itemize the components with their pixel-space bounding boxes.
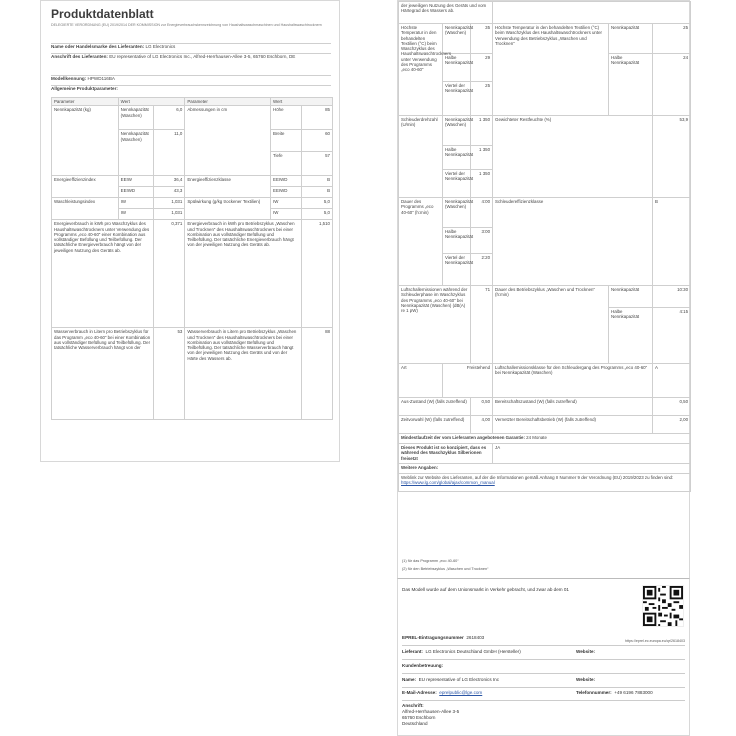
silver-label-cell (399, 444, 493, 464)
footnote-1: (1) für das Programm „eco 40-60“ (402, 559, 459, 563)
silver-value: JA (493, 444, 691, 464)
cell: Schleudereffizienzklasse (493, 198, 653, 286)
cell: 0,50 (471, 398, 493, 416)
table-row (399, 116, 691, 146)
telefon-row (576, 690, 685, 696)
info-label-cell (399, 464, 691, 474)
cell: 6,0 (154, 106, 185, 130)
cell: Höhe (271, 106, 302, 130)
name-label: Name: (402, 677, 417, 682)
footnote-2: (2) für den Betriebszyklus „Waschen und Trocknen“ (402, 567, 489, 571)
lieferant-value: LG Electronics Deutschland GmbH (Hersteller) (425, 649, 521, 654)
telefon-label: Telefonnummer: (576, 690, 612, 695)
name-row (402, 677, 569, 683)
cell: A (653, 364, 691, 398)
email-label: E-Mail-Adresse: (402, 690, 437, 695)
table-header-row (52, 98, 333, 106)
cell: 57 (301, 152, 332, 176)
table-row (399, 416, 691, 434)
divider (402, 659, 685, 660)
table-row (399, 2, 691, 24)
cell: 4,00 (471, 416, 493, 434)
cell: der jeweiligen Nutzung des Geräts und vom Härtegrad des Wassers ab. (399, 2, 493, 24)
cell: 29 (471, 54, 493, 82)
divider (402, 645, 685, 646)
info-label: Weitere Angaben: (401, 465, 439, 470)
name-value: EU representative of LG Electronics Inc (418, 677, 500, 682)
cell: Dauer des Betriebszyklus „Waschen und Trocknen“ (h:min) (493, 286, 609, 364)
cell: Abmessungen in cm (185, 106, 271, 176)
supplier-name-label: Name oder Handelsmarke des Lieferanten: (51, 44, 145, 49)
cell: 25 (471, 82, 493, 116)
table-row (399, 286, 691, 308)
supplier-address-value: EU representative of LG Electronics Inc., Alfred-Herrhausen-Allee 3-5, 65760 Eschborn, DE (109, 54, 296, 59)
cell: 11,0 (154, 130, 185, 176)
cell: 1,031 (154, 198, 185, 209)
divider (402, 673, 685, 674)
anschrift-line-1: Alfred-Herrhausen-Allee 3-5 (402, 709, 460, 714)
cell: 2:20 (471, 254, 493, 286)
cell: Nennkapazität (609, 24, 653, 54)
cell: 25 (653, 24, 691, 54)
model-label: Modellkennung: (51, 76, 87, 81)
header-parameter: Parameter (52, 98, 119, 106)
table-row (52, 220, 333, 328)
cell: Höchste Temperatur in den behandelten Textilien (°C) beim Waschzyklus des Haushaltswaschtrockners unter Verwendung des Betriebszyklus „Waschen und Trocknen“ (493, 24, 609, 116)
cell: 53 (154, 328, 185, 420)
anschrift-line-3: Deutschland (402, 721, 428, 726)
cell: 4:00 (471, 198, 493, 228)
telefon-value: +49 6196 7883000 (614, 690, 653, 695)
table-row (399, 398, 691, 416)
cell: Schleuderdrehzahl (U/min) (399, 116, 443, 198)
cell: 85 (301, 106, 332, 130)
divider (402, 700, 685, 701)
product-datasheet-page-2 (397, 0, 690, 580)
cell: Halbe Nennkapazität (609, 54, 653, 116)
supplier-name-row (51, 43, 331, 50)
website2-row (576, 677, 685, 683)
table-row (399, 474, 691, 492)
cell: IW (271, 209, 302, 220)
kundenbetreuung-label: Kundenbetreuung: (402, 663, 444, 668)
cell: Höchste Temperatur in den behandelten Textilien (°C) beim Waschzyklus des Haushaltswaschtrockners unter Verwendung des Programms „eco 40-60“ (399, 24, 443, 116)
warranty-label: Mindestlaufzeit der vom Lieferanten angebotenen Garantie: (401, 435, 525, 440)
cell: 5,0 (301, 209, 332, 220)
cell: Aus-Zustand (W) (falls zutreffend) (399, 398, 471, 416)
header-wert: Wert (118, 98, 185, 106)
cell: Dauer des Programms „eco 40-60“ (h:min) (399, 198, 443, 286)
supplier-address-row (51, 53, 331, 73)
cell: 24 (653, 54, 691, 116)
info-text: Weblink zur Website des Lieferanten, auf der die Informationen gemäß Anhang II Nummer 9 der Verordnung (EU) 2019/2023 zu finden sind: (401, 475, 674, 480)
table-row (52, 328, 333, 420)
cell: 10:30 (653, 286, 691, 308)
table-row (399, 444, 691, 464)
cell: Wasserverbrauch in Litern pro Betriebszyklus „Waschen und Trocknen“ des Haushaltswaschtrockners bei einer Kombination aus vollständiger Befüllung und Teilbefüllung. Der tatsächliche Wasserverbrauch hängt von der jeweiligen Nutzung des Geräts und von der Härte des Wassers ab. (185, 328, 302, 420)
cell: 1 350 (471, 146, 493, 170)
qr-url[interactable]: https://eprel.ec.europa.eu/qr/2618403 (625, 639, 685, 643)
cell: Energieeffizienzklasse (185, 176, 271, 198)
cell: 1 350 (471, 170, 493, 198)
website-row (576, 649, 685, 655)
cell: 0,371 (154, 220, 185, 328)
cell: Luftschallemissionen während der Schleuderphase im Waschzyklus des Programms „eco 40-60“ bei Nennkapazität (Waschen) (dB(A) re 1 pW) (399, 286, 471, 364)
email-link[interactable]: eprelpublic@lge.com (439, 690, 483, 695)
cell: Halbe Nennkapazität (443, 228, 471, 254)
cell (493, 2, 691, 24)
cell: Viertel der Nennkapazität (443, 82, 471, 116)
eprel-value: 2618403 (466, 635, 485, 640)
cell: 88 (301, 328, 332, 420)
model-value: HPWD116BA (87, 76, 115, 81)
eprel-label: EPREL-Eintragungsnummer (402, 635, 464, 640)
eprel-info-section (397, 578, 690, 736)
silver-label: Dieses Produkt ist so konzipiert, dass es während des Waschzyklus Silberionen freisetzt (401, 445, 487, 461)
manual-link[interactable]: https://www.lg.com/global/ajax/common_manual (401, 480, 495, 486)
cell: EEIWD (118, 187, 154, 198)
warranty-value: 24 Monate (526, 435, 547, 440)
cell: Nennkapazität (Waschen) (443, 24, 471, 54)
cell: Freistehend (443, 364, 493, 398)
eprel-row (402, 635, 619, 641)
cell: IW (118, 209, 154, 220)
cell: B (653, 198, 691, 286)
cell: Energieeffizienzindex (52, 176, 119, 198)
kundenbetreuung-row (402, 663, 685, 669)
cell: EEIW (118, 176, 154, 187)
cell: Vernetzter Bereitschaftsbetrieb (W) (falls zutreffend) (493, 416, 653, 434)
header-wert-2: Wert (271, 98, 333, 106)
website-label: Website: (576, 649, 596, 654)
supplier-address-label: Anschrift des Lieferanten: (51, 54, 108, 59)
cell: 35 (471, 24, 493, 54)
cell: Waschleistungsindex (52, 198, 119, 220)
header-parameter-2: Parameter (185, 98, 271, 106)
regulation-text: DELEGIERTE VERORDNUNG (EU) 2019/2014 DER KOMMISSION zur Energieverbrauchskennzeichnung von Haushaltswaschmaschinen und Haushaltswaschtrocknern (51, 23, 322, 27)
table-row (52, 176, 333, 187)
cell: 43,3 (154, 187, 185, 198)
cell: EEIWD (271, 187, 302, 198)
cell: Halbe Nennkapazität (443, 146, 471, 170)
cell: 60 (301, 130, 332, 152)
cell: Nennkapazität (609, 286, 653, 308)
general-params-table (51, 97, 333, 420)
table-row (399, 364, 691, 398)
cell: Zeitvorwahl (W) (falls zutreffend) (399, 416, 471, 434)
cell: 0,50 (653, 398, 691, 416)
anschrift-label: Anschrift: (402, 703, 424, 708)
table-row (399, 434, 691, 444)
cell: B (301, 176, 332, 187)
info-cell (399, 474, 691, 492)
cell: 1,510 (301, 220, 332, 328)
cell: Viertel der Nennkapazität (443, 254, 471, 286)
cell: IW (271, 198, 302, 209)
anschrift-line-2: 65760 Eschborn (402, 715, 436, 720)
cell: Nennkapazität (Waschen) (118, 130, 154, 176)
table-row (399, 198, 691, 228)
cell: Energieverbrauch in kWh pro Betriebszyklus „Waschen und Trocknen“ des Haushaltswaschtrockners bei einer Kombination aus vollständiger Befüllung und Teilbefüllung. Der tatsächliche Energieverbrauch hängt von der jeweiligen Nutzung des Geräts ab. (185, 220, 302, 328)
anschrift-row (402, 703, 685, 727)
lieferant-label: Lieferant: (402, 649, 423, 654)
cell: EEIWD (271, 176, 302, 187)
cell: Bereitschaftszustand (W) (falls zutreffend) (493, 398, 653, 416)
cell: 1,031 (154, 209, 185, 220)
cell: Nennkapazität (Waschen) (443, 198, 471, 228)
cell: Viertel der Nennkapazität (443, 170, 471, 198)
cell: Nennkapazität (Waschen) (443, 116, 471, 146)
product-datasheet-page-1 (40, 0, 340, 462)
continued-params-table (398, 1, 691, 492)
cell: Wasserverbrauch in Litern pro Betriebszyklus für das Programm „eco 40-60“ bei einer Kombination aus vollständiger Befüllung und Teilbefüllung. Der tatsächliche Wasserverbrauch hängt von der (52, 328, 154, 420)
page-title: Produktdatenblatt (51, 7, 154, 21)
eu-market-text: Das Modell wurde auf dem Unionsmarkt in Verkehr gebracht, und zwar ab dem 01 (402, 587, 569, 592)
cell: Nennkapazität (kg) (52, 106, 119, 176)
table-row (52, 198, 333, 209)
warranty-cell (399, 434, 691, 444)
cell: Breite (271, 130, 302, 152)
qr-code-icon[interactable] (642, 585, 684, 627)
supplier-name-value: LG Electronics (145, 44, 176, 49)
cell: IW (118, 198, 154, 209)
cell: Art (399, 364, 443, 398)
divider (402, 687, 685, 688)
cell: 1 350 (471, 116, 493, 146)
cell: Halbe Nennkapazität (443, 54, 471, 82)
cell: Spülwirkung (g/kg trockener Textilien) (185, 198, 271, 220)
cell: Tiefe (271, 152, 302, 176)
cell: Halbe Nennkapazität (609, 308, 653, 364)
email-row (402, 690, 569, 696)
table-row (399, 464, 691, 474)
cell: Nennkapazität (Waschen) (118, 106, 154, 130)
model-row (51, 75, 331, 82)
lieferant-row (402, 649, 569, 655)
cell: Luftschallemissionsklasse für den Schleudergang des Programms „eco 40-60“ bei Nennkapazität (Waschen) (493, 364, 653, 398)
cell: 71 (471, 286, 493, 364)
table-row (52, 106, 333, 130)
table-row (399, 24, 691, 54)
cell: 2,00 (653, 416, 691, 434)
cell: 4:15 (653, 308, 691, 364)
cell: Gewichteter Restfeuchte (%) (493, 116, 653, 198)
cell: B (301, 187, 332, 198)
cell: 5,0 (301, 198, 332, 209)
general-params-label: Allgemeine Produktparameter: (51, 86, 118, 91)
cell: 3:00 (471, 228, 493, 254)
general-params-row (51, 85, 331, 92)
cell: 53,9 (653, 116, 691, 198)
website2-label: Website: (576, 677, 596, 682)
cell: 36,4 (154, 176, 185, 187)
cell: Energieverbrauch in kWh pro Waschzyklus des Haushaltswaschtrockners unter Verwendung des Programms „eco 40-60“ einer Kombination aus vollständiger Befüllung und Teilbefüllung. Der tatsächliche Energieverbrauch hängt von der jeweiligen Nutzung des Geräts ab. (52, 220, 154, 328)
